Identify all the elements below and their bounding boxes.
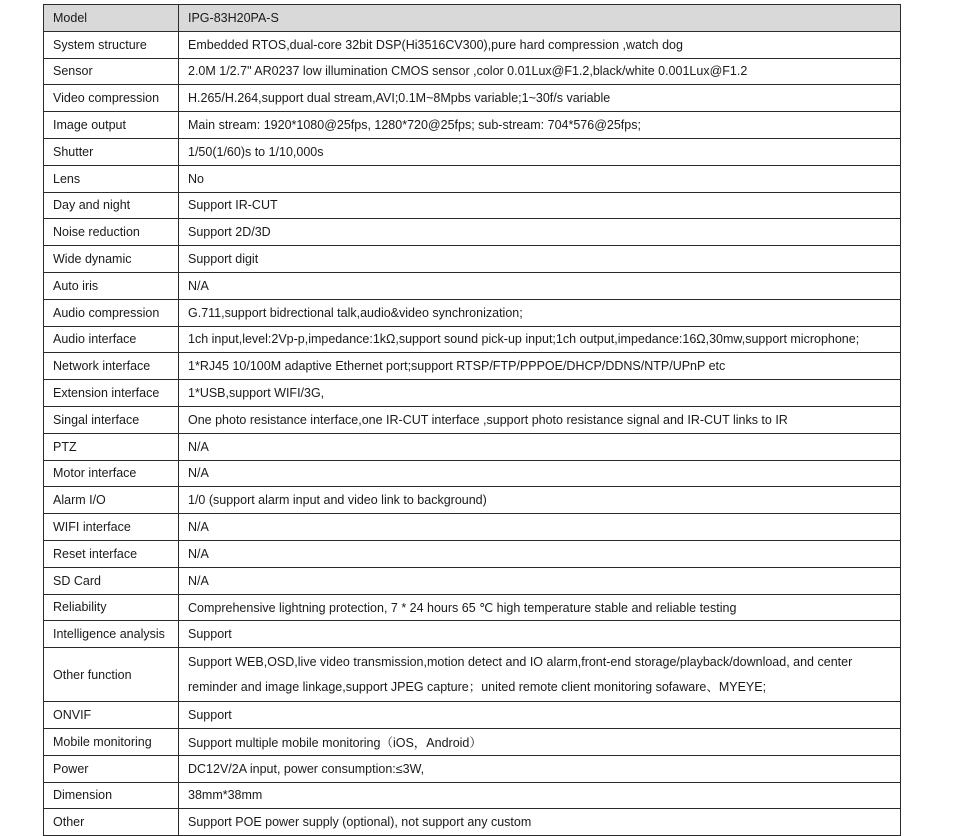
table-row	[44, 540, 901, 567]
row-label: Other function	[44, 648, 179, 702]
row-label: Reset interface	[44, 540, 179, 567]
row-label: Video compression	[44, 85, 179, 112]
table-row	[44, 782, 901, 809]
table-row	[44, 380, 901, 407]
row-label: Intelligence analysis	[44, 621, 179, 648]
row-value: G.711,support bidrectional talk,audio&video synchronization;	[179, 299, 901, 326]
row-value: Embedded RTOS,dual-core 32bit DSP(Hi3516CV300),pure hard compression ,watch dog	[179, 31, 901, 58]
row-label: Dimension	[44, 782, 179, 809]
table-row	[44, 433, 901, 460]
row-label: Singal interface	[44, 406, 179, 433]
row-value: Support IR-CUT	[179, 192, 901, 219]
row-value: N/A	[179, 540, 901, 567]
row-label: PTZ	[44, 433, 179, 460]
row-value: Main stream: 1920*1080@25fps, 1280*720@25fps; sub-stream: 704*576@25fps;	[179, 112, 901, 139]
row-label: System structure	[44, 31, 179, 58]
row-value: One photo resistance interface,one IR-CUT interface ,support photo resistance signal and IR-CUT links to IR	[179, 406, 901, 433]
row-value: Support	[179, 621, 901, 648]
row-value: No	[179, 165, 901, 192]
row-value: N/A	[179, 272, 901, 299]
table-row	[44, 165, 901, 192]
table-row	[44, 112, 901, 139]
row-label: Wide dynamic	[44, 246, 179, 273]
row-label: SD Card	[44, 567, 179, 594]
table-row	[44, 406, 901, 433]
row-value-line-2: reminder and image linkage,support JPEG capture；united remote client monitoring sofaware、MYEYE;	[188, 679, 767, 694]
row-value: 1*USB,support WIFI/3G,	[179, 380, 901, 407]
row-value: N/A	[179, 433, 901, 460]
row-label: Shutter	[44, 138, 179, 165]
row-value: N/A	[179, 460, 901, 487]
table-row	[44, 219, 901, 246]
row-value: Support	[179, 702, 901, 729]
table-row	[44, 594, 901, 621]
row-label: Audio compression	[44, 299, 179, 326]
row-label: Reliability	[44, 594, 179, 621]
table-row	[44, 85, 901, 112]
row-value	[179, 648, 901, 702]
table-row	[44, 702, 901, 729]
table-row	[44, 58, 901, 85]
row-value: Comprehensive lightning protection, 7 * 24 hours 65 ℃ high temperature stable and reliable testing	[179, 594, 901, 621]
row-value: Support multiple mobile monitoring（iOS，Android）	[179, 728, 901, 755]
row-label: Mobile monitoring	[44, 728, 179, 755]
table-row	[44, 514, 901, 541]
row-value: 2.0M 1/2.7" AR0237 low illumination CMOS sensor ,color 0.01Lux@F1.2,black/white 0.001Lux@F1.2	[179, 58, 901, 85]
row-label: Other	[44, 809, 179, 836]
table-row	[44, 192, 901, 219]
row-value: Support 2D/3D	[179, 219, 901, 246]
row-label: Noise reduction	[44, 219, 179, 246]
row-value: N/A	[179, 567, 901, 594]
row-value: Support digit	[179, 246, 901, 273]
row-label: WIFI interface	[44, 514, 179, 541]
table-row	[44, 621, 901, 648]
table-row	[44, 299, 901, 326]
table-row	[44, 326, 901, 353]
table-row	[44, 648, 901, 702]
table-row	[44, 728, 901, 755]
row-label: Power	[44, 755, 179, 782]
table-row	[44, 353, 901, 380]
table-row	[44, 272, 901, 299]
row-label: Audio interface	[44, 326, 179, 353]
row-value: IPG-83H20PA-S	[179, 5, 901, 32]
row-label: Sensor	[44, 58, 179, 85]
table-row	[44, 755, 901, 782]
row-label: Auto iris	[44, 272, 179, 299]
row-label: Model	[44, 5, 179, 32]
row-label: Day and night	[44, 192, 179, 219]
row-value: N/A	[179, 514, 901, 541]
row-value: 1*RJ45 10/100M adaptive Ethernet port;support RTSP/FTP/PPPOE/DHCP/DDNS/NTP/UPnP etc	[179, 353, 901, 380]
row-value: 1/50(1/60)s to 1/10,000s	[179, 138, 901, 165]
table-row	[44, 460, 901, 487]
table-row	[44, 5, 901, 32]
row-label: ONVIF	[44, 702, 179, 729]
table-row	[44, 246, 901, 273]
row-value: DC12V/2A input, power consumption:≤3W,	[179, 755, 901, 782]
row-value: H.265/H.264,support dual stream,AVI;0.1M~8Mpbs variable;1~30f/s variable	[179, 85, 901, 112]
row-value: 1/0 (support alarm input and video link to background)	[179, 487, 901, 514]
row-value-line-1: Support WEB,OSD,live video transmission,motion detect and IO alarm,front-end storage/playback/download, and center	[188, 654, 853, 669]
spec-table	[43, 4, 901, 836]
table-row	[44, 31, 901, 58]
table-row	[44, 487, 901, 514]
table-row	[44, 567, 901, 594]
row-value: 38mm*38mm	[179, 782, 901, 809]
table-row	[44, 809, 901, 836]
row-label: Alarm I/O	[44, 487, 179, 514]
row-value: Support POE power supply (optional), not support any custom	[179, 809, 901, 836]
row-label: Extension interface	[44, 380, 179, 407]
row-label: Network interface	[44, 353, 179, 380]
table-row	[44, 138, 901, 165]
row-label: Motor interface	[44, 460, 179, 487]
row-label: Image output	[44, 112, 179, 139]
row-value: 1ch input,level:2Vp-p,impedance:1kΩ,support sound pick-up input;1ch output,impedance:16Ω,30mw,support microphone;	[179, 326, 901, 353]
row-label: Lens	[44, 165, 179, 192]
